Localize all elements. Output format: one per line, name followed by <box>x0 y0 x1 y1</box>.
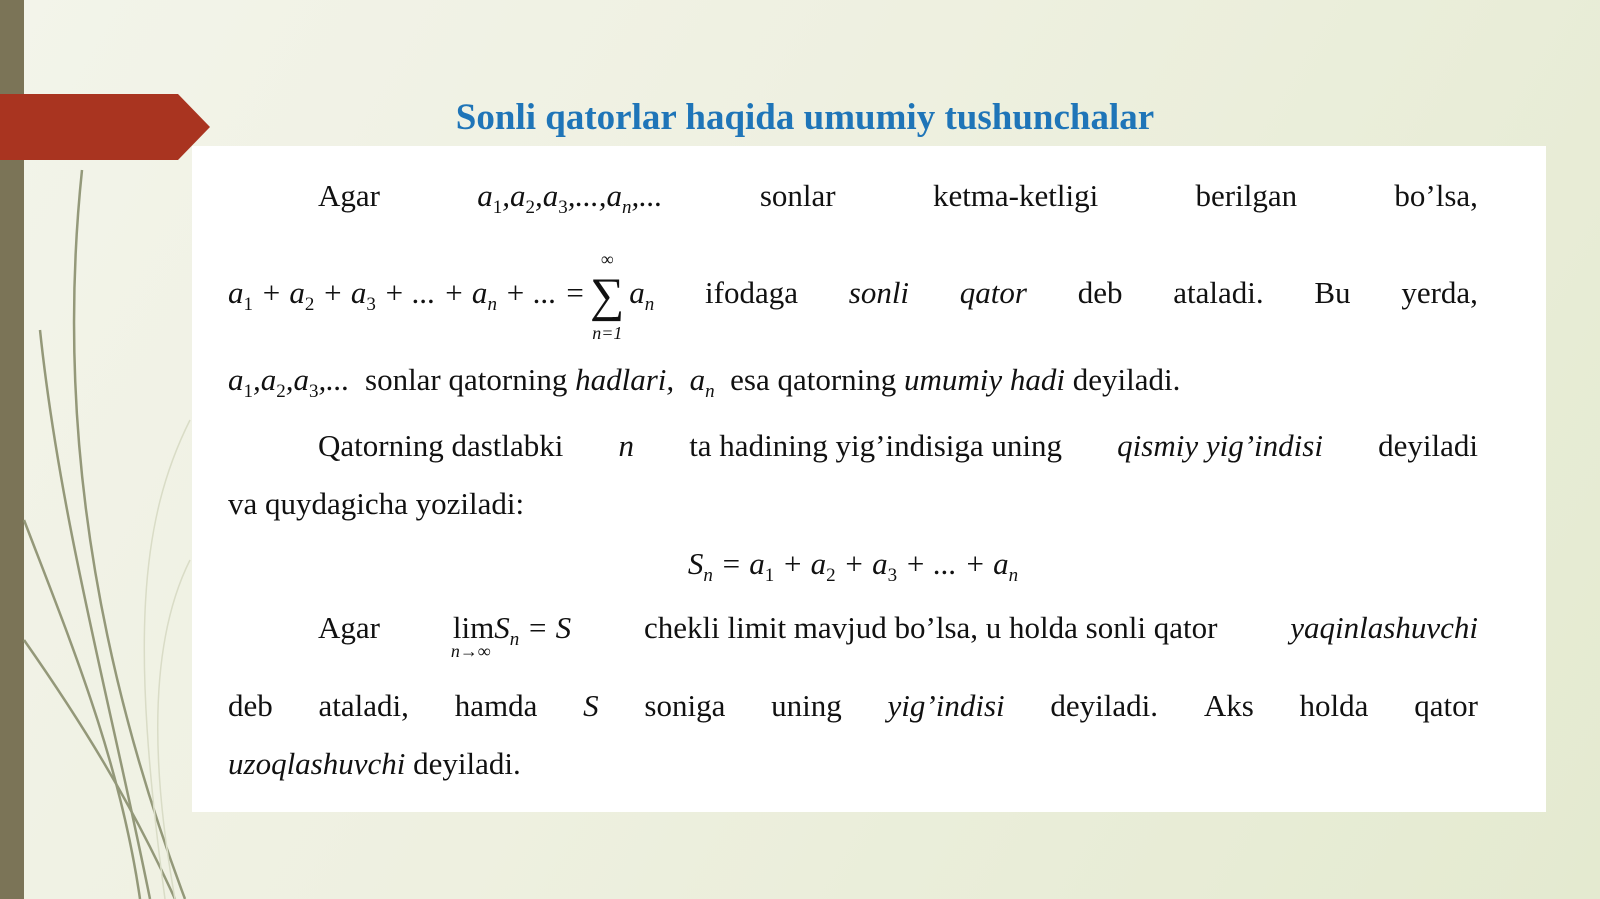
partial-sum-formula: $S_n = a_1 + a_2 + a_3$ + ... + $a_n$ <box>687 546 1019 586</box>
word: bo’lsa, <box>1394 178 1478 213</box>
word: qator <box>959 275 1027 311</box>
word: deb <box>1077 275 1123 311</box>
para1-line1 <box>318 178 1478 218</box>
content-panel <box>192 146 1546 812</box>
para2-line1: Qatorning dastlabki n ta hadining yig’indisiga uning qismiy yig’indisi deyiladi <box>318 428 1478 463</box>
word: yerda, <box>1401 275 1478 311</box>
series-formula: $a_1 + a_2 + a_3$ + ... + $a_n$ + ... = ∞ ∑ n=1 $a_n$ <box>228 249 655 343</box>
sigma-symbol: ∞ ∑ n=1 <box>590 249 625 343</box>
word: sonli <box>848 275 910 311</box>
sequence-expression: $a_1,a_2,a_3,...,a_n$,... <box>477 178 663 218</box>
word: ataladi. <box>1173 275 1264 311</box>
para3-line3: uzoqlashuvchi deyiladi. <box>228 746 521 781</box>
word: ifodaga <box>705 275 798 311</box>
limit-expression: lim n→∞ $S_n = S$ <box>450 610 572 661</box>
para1-line3: $a_1,a_2,a_3$,... sonlar qatorning hadlari, $a_n$ esa qatorning umumiy hadi deyiladi. <box>228 362 1181 402</box>
para3-line2: deb ataladi, hamda S soniga uning yig’indisi deyiladi. Aks holda qator <box>228 688 1478 723</box>
title-arrow-marker <box>0 94 210 160</box>
para3-line1: Agar lim n→∞ $S_n = S$ chekli limit mavjud bo’lsa, u holda sonli qator yaqinlashuvchi <box>318 610 1478 661</box>
para2-line2: va quydagicha yoziladi: <box>228 486 525 521</box>
word: berilgan <box>1195 178 1298 213</box>
general-term: $a_n$ <box>689 362 715 402</box>
word: Bu <box>1314 275 1351 311</box>
word: ketma-ketligi <box>932 178 1099 213</box>
sequence-expression: $a_1,a_2,a_3$,... <box>228 362 350 402</box>
slide-title: Sonli qatorlar haqida umumiy tushunchalar <box>455 97 1155 138</box>
para1-line2 <box>228 249 1478 343</box>
word: Agar <box>318 178 380 213</box>
word: sonlar <box>759 178 836 213</box>
